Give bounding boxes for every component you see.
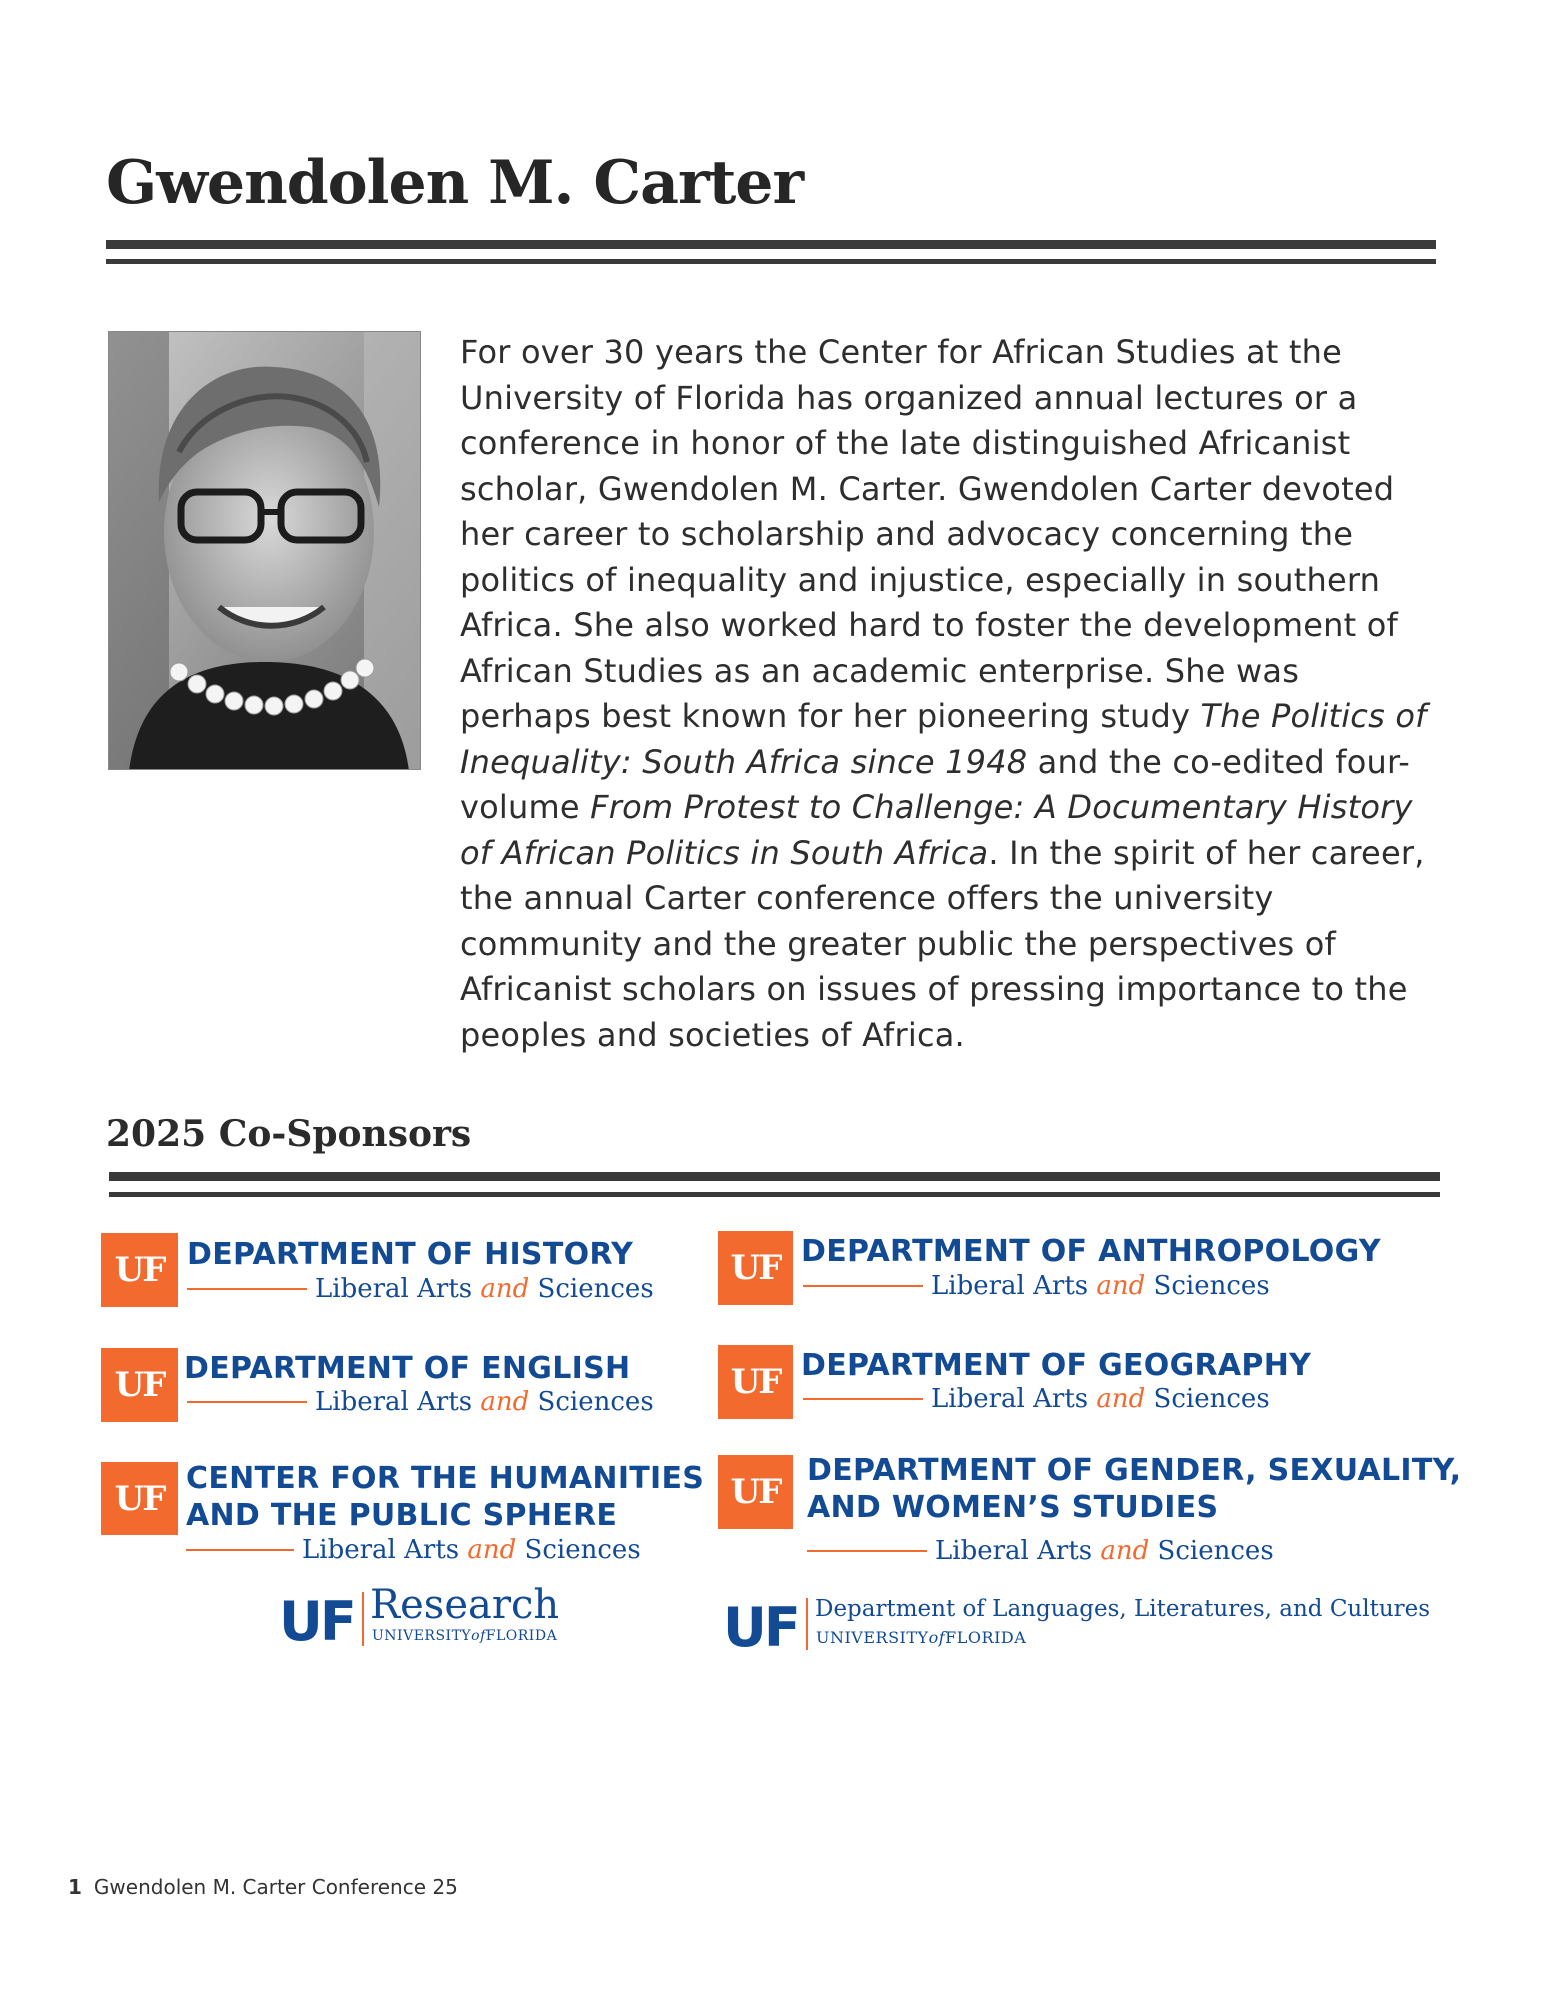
dept-name-line1: CENTER FOR THE HUMANITIES — [186, 1461, 705, 1496]
page-number: 1 — [68, 1875, 82, 1899]
dept-name-line2: AND WOMEN’S STUDIES — [807, 1490, 1219, 1525]
uf-logo-box: UF — [101, 1462, 178, 1535]
uf-wordmark: UF — [279, 1590, 354, 1653]
las-tagline: Liberal Arts and Sciences — [186, 1535, 641, 1565]
page-footer — [68, 1875, 458, 1899]
las-tagline: Liberal Arts and Sciences — [187, 1274, 654, 1304]
languages-label: Department of Languages, Literatures, and Cultures — [815, 1596, 1431, 1622]
sponsors-rule-thick — [109, 1172, 1440, 1181]
las-tagline: Liberal Arts and Sciences — [807, 1536, 1274, 1566]
las-tagline: Liberal Arts and Sciences — [803, 1384, 1270, 1414]
footer-text: Gwendolen M. Carter Conference 25 — [93, 1875, 458, 1899]
sponsors-rule-thin — [109, 1192, 1440, 1197]
book-title-2: From Protest to Challenge: A Documentary History of African Politics in South Africa — [460, 788, 1413, 872]
bio-text-2: and the co-edited four- volume — [460, 742, 1411, 826]
dept-name-line2: AND THE PUBLIC SPHERE — [186, 1498, 618, 1533]
bio-text-3: . In the spirit of her career, the annual Carter conference offers the university community and the greater public the perspectives of Africanist scholars on issues of pressing importance to the peoples and societies of Africa. — [460, 833, 1425, 1054]
dept-name-line1: DEPARTMENT OF GENDER, SEXUALITY, — [807, 1453, 1462, 1488]
bio-paragraph — [460, 330, 1440, 1058]
bio-text-1: For over 30 years the Center for African Studies at the University of Florida has organized annual lectures or a conference in honor of the late distinguished Africanist scholar, Gwendolen M. Carter. Gwendolen Carter devoted her career to scholarship and advocacy concerning the politics of inequality and injustice, especially in southern Africa. She also worked hard to foster the development of African Studies as an academic enterprise. She was perhaps best known for her pioneering study — [460, 333, 1398, 735]
title-rule-thick — [106, 240, 1436, 249]
dept-name: DEPARTMENT OF ENGLISH — [184, 1351, 631, 1386]
portrait-photo — [108, 331, 421, 770]
las-tagline: Liberal Arts and Sciences — [187, 1387, 654, 1417]
uf-logo-box: UF — [101, 1233, 178, 1307]
uf-wordmark: UF — [723, 1596, 798, 1659]
university-label: UNIVERSITYofFLORIDA — [816, 1628, 1027, 1647]
logo-divider — [806, 1598, 808, 1650]
las-tagline: Liberal Arts and Sciences — [803, 1271, 1270, 1301]
logo-divider — [362, 1592, 364, 1646]
uf-logo-box: UF — [718, 1231, 793, 1305]
uf-logo-box: UF — [718, 1345, 793, 1419]
page-title: Gwendolen M. Carter — [106, 148, 804, 218]
sponsors-heading: 2025 Co-Sponsors — [106, 1113, 472, 1155]
research-label: Research — [370, 1582, 560, 1628]
dept-name: DEPARTMENT OF HISTORY — [187, 1237, 634, 1272]
dept-name: DEPARTMENT OF GEOGRAPHY — [801, 1348, 1312, 1383]
book-title-1: The Politics of Inequality: South Africa since 1948 — [460, 697, 1427, 781]
title-rule-thin — [106, 259, 1436, 264]
uf-logo-box: UF — [718, 1455, 793, 1529]
university-label: UNIVERSITYofFLORIDA — [372, 1628, 558, 1644]
dept-name: DEPARTMENT OF ANTHROPOLOGY — [801, 1234, 1381, 1269]
uf-logo-box: UF — [101, 1348, 178, 1422]
